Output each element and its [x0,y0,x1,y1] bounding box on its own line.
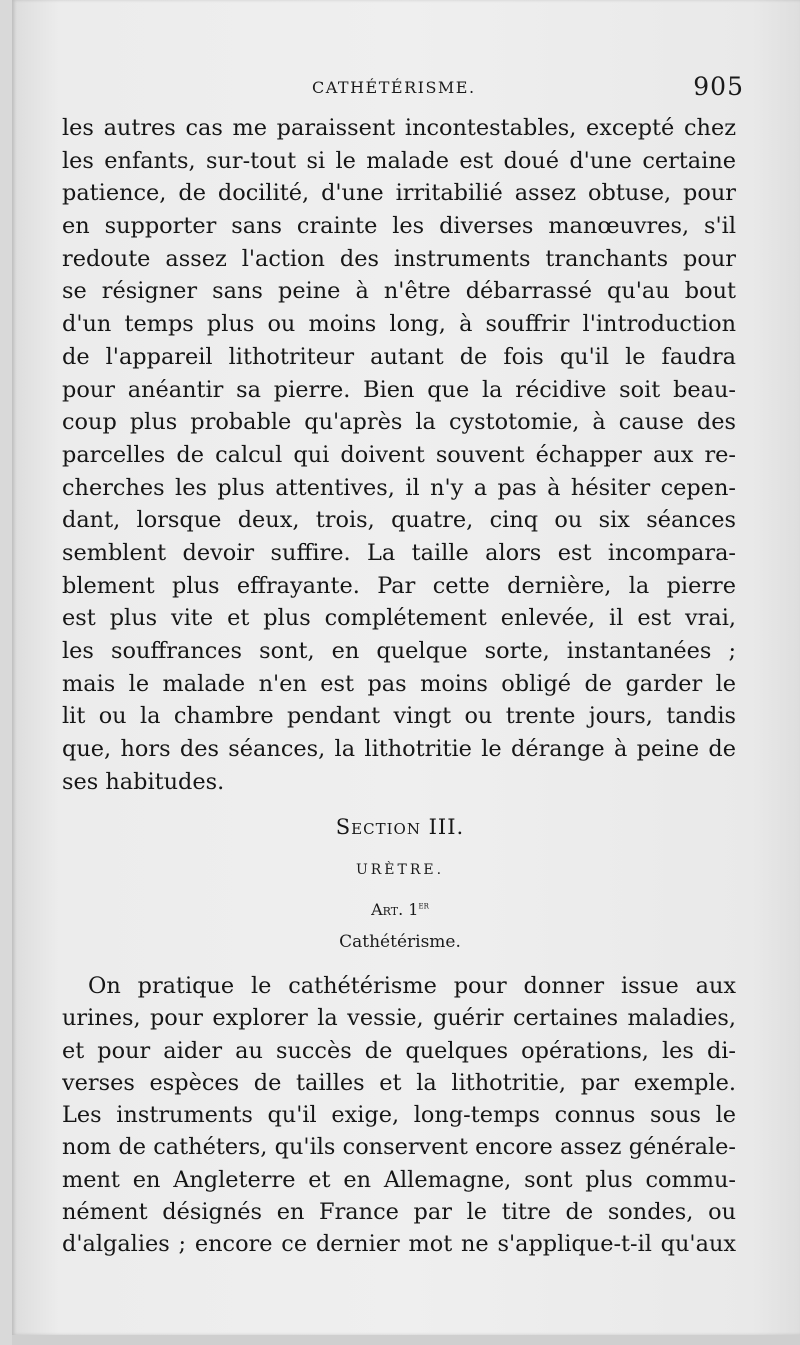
article-title: Cathétérisme. [339,932,461,952]
section-title: Section III. [335,815,465,839]
text-line: que, hors des séances, la lithotritie le dérange à peine de [62,736,736,763]
text-line: les souffrances sont, en quelque sorte, instantanées ; [62,638,736,664]
text-line: est plus vite et plus complétement enlevée, il est vrai, [62,605,736,632]
text-line: cherches les plus attentives, il n'y a pas à hésiter cepen- [62,474,736,501]
text-line: Les instruments qu'il exige, long-temps connus sous le [62,1102,736,1129]
text-line: urines, pour explorer la vessie, guérir certaines maladies, [62,1005,736,1032]
text-line: blement plus effrayante. Par cette dernière, la pierre [62,572,736,599]
text-line: On pratique le cathétérisme pour donner issue aux [88,973,736,999]
text-line: les enfants, sur-tout si le malade est doué d'une certaine [62,147,736,174]
text-line: parcelles de calcul qui doivent souvent échapper aux re- [62,441,736,468]
text-line: nom de cathéters, qu'ils conservent encore assez générale- [62,1134,736,1161]
text-line: et pour aider au succès de quelques opérations, les di- [62,1037,736,1064]
text-line: semblent devoir suffire. La taille alors est incompara- [62,539,736,566]
text-line: coup plus probable qu'après la cystotomie, à cause des [62,409,736,436]
text-line: d'un temps plus ou moins long, à souffrir l'introduction [62,311,736,338]
text-line: pour anéantir sa pierre. Bien que la récidive soit beau- [62,376,736,403]
text-line: patience, de docilité, d'une irritabilié assez obtuse, pour [62,180,736,207]
subsection-title: URÈTRE. [355,862,445,878]
text-line: d'algalies ; encore ce dernier mot ne s'applique-t-il qu'aux [62,1231,736,1258]
text-line: redoute assez l'action des instruments tranchants pour [62,245,736,272]
text-line: verses espèces de tailles et la lithotritie, par exemple. [62,1069,736,1096]
text-line: se résigner sans peine à n'être débarrassé qu'au bout [62,278,736,305]
page-header [62,72,752,106]
text-line: ses habitudes. [62,768,225,795]
article-superscript: er [418,900,429,912]
text-line: lit ou la chambre pendant vingt ou trente jours, tandis [62,703,736,730]
running-title: CATHÉTÉRISME. [312,78,476,97]
text-line: dant, lorsque deux, trois, quatre, cinq ou six séances [62,507,736,534]
text-line: mais le malade n'en est pas moins obligé de garder le [62,670,736,697]
paragraph-1 [62,112,736,798]
text-line: ment en Angleterre et en Allemagne, sont plus commu- [62,1166,736,1193]
text-line: les autres cas me paraissent incontestables, excepté chez [62,115,736,141]
article-number [12,900,788,919]
text-line: nément désignés en France par le titre de sondes, ou [62,1199,736,1226]
page-number: 905 [693,72,744,101]
text-line: de l'appareil lithotriteur autant de fois qu'il le faudra [62,343,736,370]
book-page [12,0,800,1335]
article-label: Art. 1 [371,900,419,919]
paragraph-2 [62,970,736,1261]
text-line: en supporter sans crainte les diverses manœuvres, s'il [62,213,736,240]
